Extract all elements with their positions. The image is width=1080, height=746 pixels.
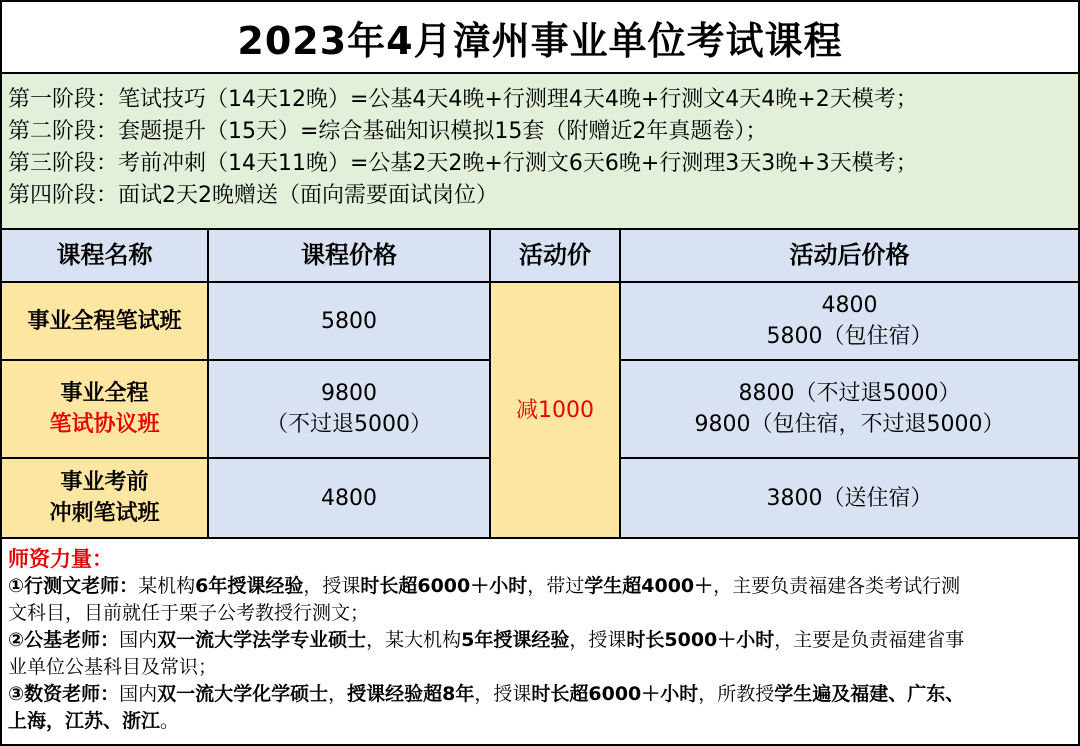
after-price-line: 8800（不过退5000） <box>738 381 961 406</box>
after-price-line: 5800（包住宿） <box>766 324 933 349</box>
page-title: 2023年4月漳州事业单位考试课程 <box>2 2 1078 74</box>
teacher-highlight: 双一流大学法学专业硕士 <box>157 629 367 651</box>
teacher-text: ，授课 <box>303 575 361 597</box>
course-name-highlight: 笔试协议班 <box>49 412 160 437</box>
table-header-row <box>2 230 1078 282</box>
teacher-text: ，主要负责福建各类考试行测 <box>713 575 961 597</box>
teacher-highlight: 6年授课经验 <box>195 575 304 597</box>
header-promo-price: 活动价 <box>490 230 620 282</box>
course-price: 5800 <box>321 308 377 334</box>
after-price-cell <box>620 360 1078 458</box>
header-course-name: 课程名称 <box>2 230 208 282</box>
teacher-highlight: 学生遍及福建、广东、 <box>774 683 965 705</box>
stage-item: 第三阶段：考前冲刺（14天11晚）=公基2天2晚+行测文6天6晚+行测理3天3晚+3天模考； <box>8 151 918 176</box>
course-name: 事业考前 <box>60 470 149 495</box>
after-price-line: 4800 <box>821 293 878 318</box>
teacher-text: ，所教授 <box>698 683 775 705</box>
course-name-cell <box>2 282 208 360</box>
teacher-highlight: 双一流大学化学硕士 <box>157 683 329 705</box>
stage-item: 第一阶段：笔试技巧（14天12晚）=公基4天4晚+行测理4天4晚+行测文4天4晚+2天模考； <box>8 87 918 112</box>
course-price-cell <box>208 458 490 538</box>
header-course-price: 课程价格 <box>208 230 490 282</box>
course-price-note: （不过退5000） <box>266 412 432 437</box>
course-price: 4800 <box>321 485 377 511</box>
teacher-text: 国内 <box>119 629 158 651</box>
teacher-section <box>2 539 1078 735</box>
course-name: 事业全程 <box>60 381 149 406</box>
teacher-text: ，主要是负责福建省事 <box>774 629 965 651</box>
teacher-title: ①行测文老师： <box>8 575 139 597</box>
table-row <box>2 282 1078 360</box>
teacher-text: ，授课 <box>474 683 532 705</box>
teacher-text: ，某大机构 <box>366 629 462 651</box>
stage-item: 第二阶段：套题提升（15天）=综合基础知识模拟15套（附赠近2年真题卷）； <box>8 119 768 144</box>
promo-discount-cell <box>490 282 620 538</box>
teacher-highlight: 授课经验超8年 <box>347 683 475 705</box>
teacher-item <box>8 627 1072 681</box>
stage-list <box>2 74 1078 230</box>
stage-item: 第四阶段：面试2天2晚赠送（面向需要面试岗位） <box>8 183 498 208</box>
teacher-title: ②公基老师： <box>8 629 120 651</box>
teacher-text: 。 <box>160 710 180 732</box>
teacher-text: 业单位公基科目及常识； <box>8 656 218 678</box>
after-price-line: 3800（送住宿） <box>766 485 933 511</box>
teacher-highlight: 时长5000＋小时 <box>626 629 775 651</box>
teacher-text: ， <box>328 683 348 705</box>
teacher-highlight: 5年授课经验 <box>461 629 570 651</box>
course-name-cell <box>2 360 208 458</box>
teacher-highlight: 学生超4000＋ <box>584 575 714 597</box>
header-after-price: 活动后价格 <box>620 230 1078 282</box>
after-price-cell <box>620 282 1078 360</box>
teacher-heading: 师资力量： <box>8 547 113 571</box>
teacher-highlight: 时长超6000＋小时 <box>360 575 528 597</box>
teacher-text: 文科目，目前就任于栗子公考教授行测文； <box>8 602 370 624</box>
course-name: 冲刺笔试班 <box>49 501 160 526</box>
teacher-text: ，授课 <box>569 629 627 651</box>
course-price: 9800 <box>321 381 377 406</box>
teacher-item <box>8 681 1072 735</box>
course-price-cell <box>208 282 490 360</box>
promo-discount: 减1000 <box>516 397 594 423</box>
teacher-item <box>8 573 1072 627</box>
teacher-text: 某机构 <box>138 575 196 597</box>
teacher-text: 国内 <box>119 683 158 705</box>
after-price-cell <box>620 458 1078 538</box>
teacher-text: ，带过 <box>527 575 585 597</box>
course-price-cell <box>208 360 490 458</box>
teacher-highlight: 时长超6000＋小时 <box>531 683 699 705</box>
course-name: 事业全程笔试班 <box>27 308 182 334</box>
course-name-cell <box>2 458 208 538</box>
course-table <box>2 230 1078 539</box>
teacher-title: ③数资老师： <box>8 683 120 705</box>
teacher-highlight: 上海，江苏、浙江 <box>8 710 161 732</box>
after-price-line: 9800（包住宿，不过退5000） <box>694 412 1005 437</box>
